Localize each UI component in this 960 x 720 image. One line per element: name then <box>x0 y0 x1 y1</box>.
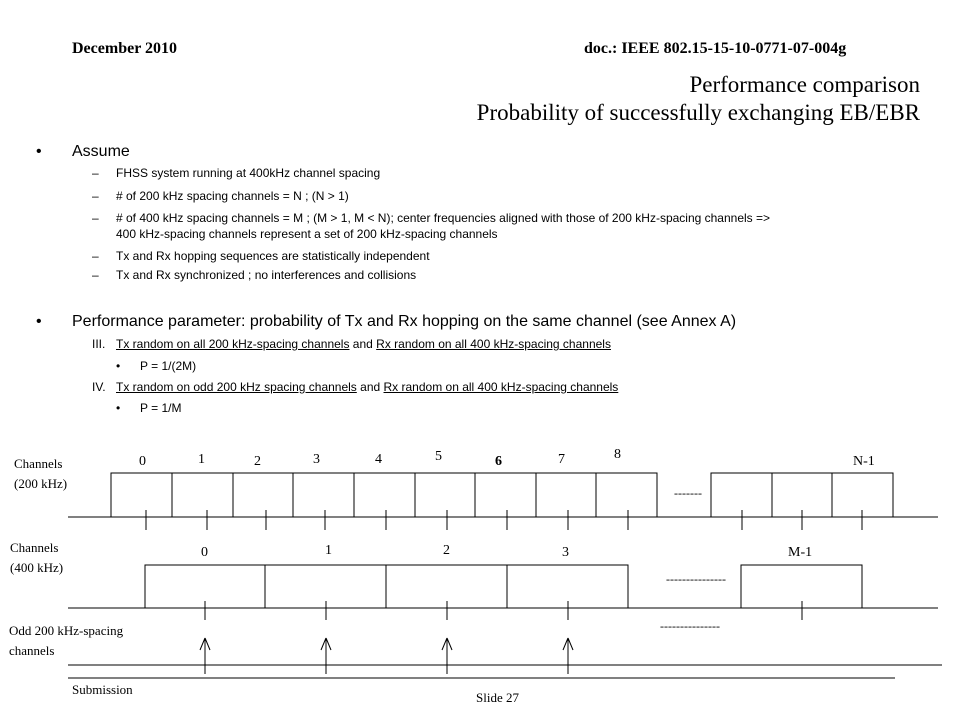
up-arrow-icon <box>442 638 452 674</box>
ch200-number: 3 <box>313 452 320 467</box>
ch200-number: 8 <box>614 447 621 462</box>
channel-200-box <box>172 473 233 517</box>
channel-200-box <box>354 473 415 517</box>
channel-200-box <box>111 473 172 517</box>
case-III-result: • P = 1/(2M) <box>116 359 197 373</box>
ch400-last: M-1 <box>788 545 813 560</box>
case-rx-text: Rx random on all 400 kHz-spacing channels <box>376 337 611 351</box>
ch200-number: 5 <box>435 449 442 464</box>
footer-slide-number: Slide 27 <box>476 690 519 705</box>
channel-200-box <box>233 473 293 517</box>
case-numeral: IV. <box>92 380 106 394</box>
assume-item: – # of 200 kHz spacing channels = N ; (N > 1) <box>92 189 349 203</box>
row200-label-line1: Channels <box>14 456 63 471</box>
ellipsis-200: ------- <box>674 486 702 500</box>
channel-200-box <box>293 473 354 517</box>
assume-item: – FHSS system running at 400kHz channel spacing <box>92 166 381 180</box>
case-IV-result: • P = 1/M <box>116 401 182 415</box>
up-arrow-icon <box>200 638 210 674</box>
assume-item-text: FHSS system running at 400kHz channel spacing <box>116 166 381 180</box>
ch200-number: 1 <box>198 452 205 467</box>
odd-label-line1: Odd 200 kHz-spacing <box>9 623 124 638</box>
row200-label-line2: (200 kHz) <box>14 476 68 491</box>
axis-200-ticks <box>146 510 862 530</box>
case-tx-text: Tx random on odd 200 kHz spacing channels <box>116 380 357 394</box>
assume-item-text: # of 400 kHz spacing channels = M ; (M > 1, M < N); center frequencies aligned with those of 200 kHz-spacing channels => <box>116 211 771 225</box>
ch400-number: 0 <box>201 545 208 560</box>
case-joiner: and <box>356 380 384 394</box>
ch200-number: 6 <box>495 454 502 469</box>
ch400-number: 1 <box>325 543 332 558</box>
up-arrow-icon <box>321 638 331 674</box>
channel-200-box <box>415 473 475 517</box>
case-numeral: III. <box>92 337 106 351</box>
case-rx-text: Rx random on all 400 kHz-spacing channels <box>383 380 619 394</box>
ch200-number: 7 <box>558 452 565 467</box>
ch200-number: 0 <box>139 454 146 469</box>
ch400-number: 2 <box>443 543 450 558</box>
ch200-number: 4 <box>375 452 382 467</box>
ch200-last: N-1 <box>853 454 875 469</box>
ch400-number: 3 <box>562 545 569 560</box>
assume-item-text: # of 200 kHz spacing channels = N ; (N > 1) <box>116 189 349 203</box>
slide-title-line1: Performance comparison <box>689 72 920 97</box>
assume-item: – # of 400 kHz spacing channels = M ; (M > 1, M < N); center frequencies aligned with those of 200 kHz-spacing channels => <box>92 211 771 225</box>
case-tx-text: Tx random on all 200 kHz-spacing channels <box>116 337 350 351</box>
odd-label-line2: channels <box>9 643 55 658</box>
channel-200-box <box>596 473 657 517</box>
assume-label: Assume <box>72 143 130 160</box>
up-arrow-icon <box>563 638 573 674</box>
channel-200-box <box>536 473 596 517</box>
assume-item: – Tx and Rx hopping sequences are statistically independent <box>92 249 430 263</box>
ellipsis-400: --------------- <box>666 572 726 586</box>
bullet-dot-icon: • <box>36 143 42 160</box>
bullet-dot-icon: • <box>36 313 42 330</box>
header-doc-id: doc.: IEEE 802.15-15-10-0771-07-004g <box>584 40 847 57</box>
performance-label: Performance parameter: probability of Tx and Rx hopping on the same channel (see Annex A) <box>72 313 737 330</box>
assume-item: – Tx and Rx synchronized ; no interferences and collisions <box>92 268 417 282</box>
axis-400-ticks <box>205 601 802 620</box>
case-result: P = 1/(2M) <box>140 359 197 373</box>
row400-label-line2: (400 kHz) <box>10 560 64 575</box>
ch200-number: 2 <box>254 454 261 469</box>
case-joiner: and <box>349 337 377 351</box>
header-date: December 2010 <box>72 40 177 57</box>
row400-label-line1: Channels <box>10 540 59 555</box>
assume-item-text: Tx and Rx hopping sequences are statistically independent <box>116 249 430 263</box>
assume-item-text: Tx and Rx synchronized ; no interferences and collisions <box>116 268 417 282</box>
footer-submission: Submission <box>72 682 133 697</box>
channel-200-box <box>475 473 536 517</box>
slide-title-line2: Probability of successfully exchanging EB/EBR <box>476 100 920 125</box>
ellipsis-odd: --------------- <box>660 619 720 633</box>
case-result: P = 1/M <box>140 401 182 415</box>
assume-item-continuation: 400 kHz-spacing channels represent a set of 200 kHz-spacing channels <box>116 227 498 241</box>
